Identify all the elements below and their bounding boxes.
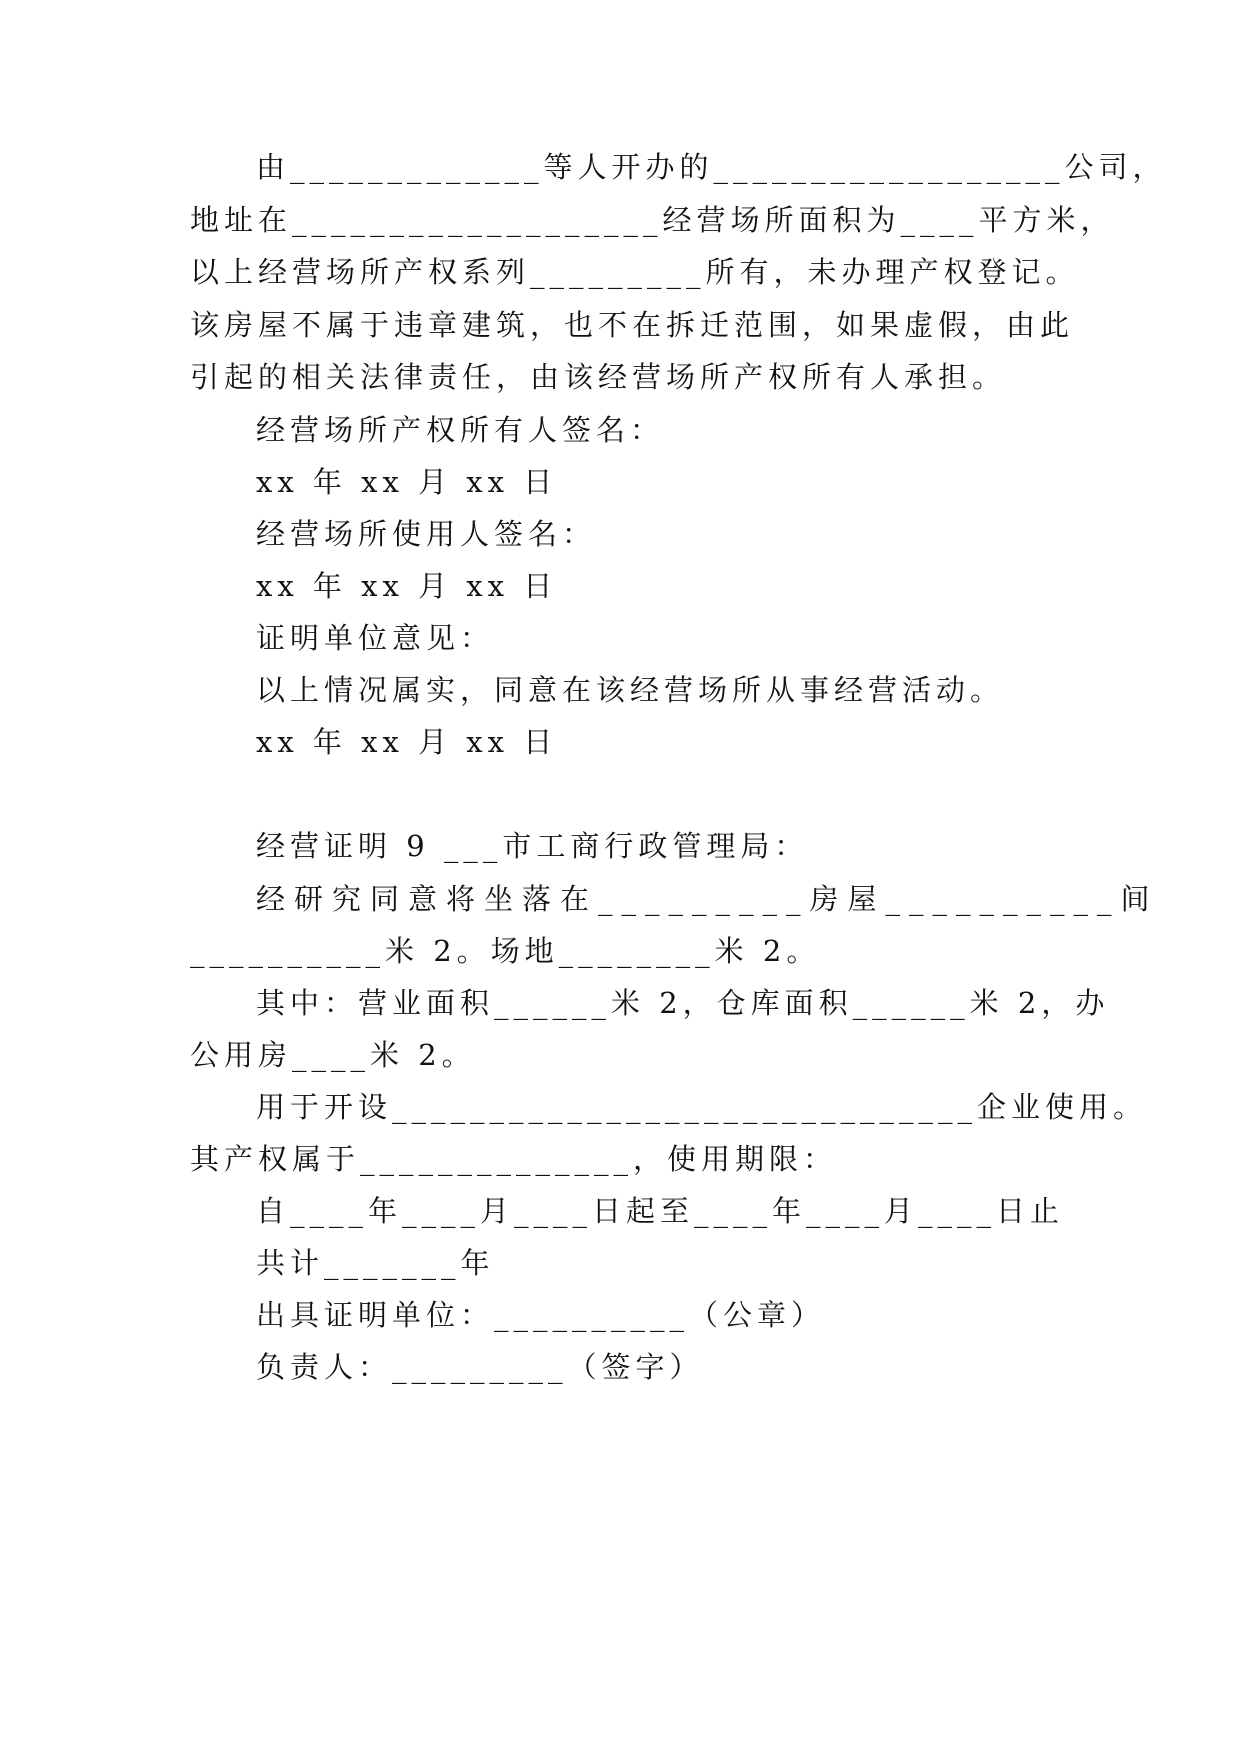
owner-signature-label: 经营场所产权所有人签名： [256,413,665,447]
s2-line-4: 公用房____米 2。 [190,1038,476,1072]
opinion-text: 以上情况属实，同意在该经营场所从事经营活动。 [256,673,1005,707]
s2-line-6: 其产权属于______________，使用期限： [190,1142,838,1176]
s1-line-2: 地址在___________________经营场所面积为____平方米， [190,203,1115,237]
s2-line-8: 共计_______年 [256,1246,495,1280]
s2-line-2: __________米 2。场地________米 2。 [190,934,821,968]
owner-signature-date: xx 年 xx 月 xx 日 [256,465,558,499]
s2-heading: 经营证明 9 ___市工商行政管理局： [256,829,809,863]
responsible-person-line: 负责人：_________（签字） [256,1350,704,1384]
s1-line-5: 引起的相关法律责任，由该经营场所产权所有人承担。 [190,360,1007,394]
s2-line-7: 自____年____月____日起至____年____月____日止 [256,1194,1065,1228]
s2-line-3: 其中：营业面积______米 2，仓库面积______米 2，办 [256,986,1110,1020]
s1-line-3: 以上经营场所产权系列_________所有，未办理产权登记。 [190,255,1080,289]
s1-line-1: 由_____________等人开办的__________________公司， [256,150,1167,184]
opinion-label: 证明单位意见： [256,621,495,655]
s2-line-5: 用于开设______________________________企业使用。 [256,1090,1148,1124]
s1-line-4: 该房屋不属于违章建筑，也不在拆迁范围，如果虚假，由此 [190,308,1075,342]
user-signature-label: 经营场所使用人签名： [256,517,597,551]
issuing-unit-line: 出具证明单位：__________（公章） [256,1298,826,1332]
s2-line-1: 经研究同意将坐落在_________房屋__________间 [256,882,1159,916]
opinion-date: xx 年 xx 月 xx 日 [256,725,558,759]
user-signature-date: xx 年 xx 月 xx 日 [256,569,558,603]
